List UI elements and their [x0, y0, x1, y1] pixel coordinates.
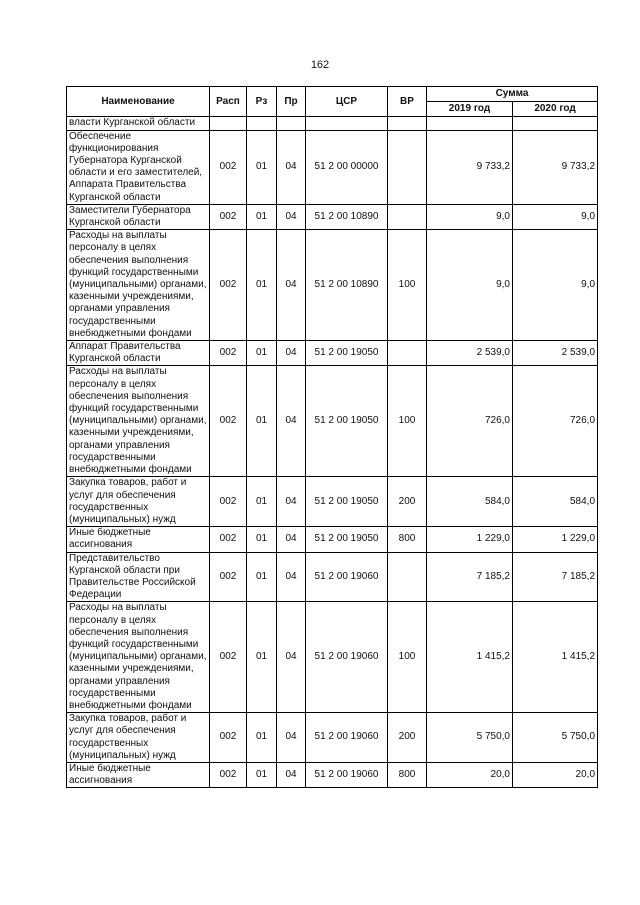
cell-rz: 01 [247, 552, 277, 602]
table-row [67, 477, 598, 527]
cell-name: Расходы на выплаты персоналу в целях обеспечения выполнения функций государственными (муниципальными) органами, казенными учреждениями, органами управления государственными внебюджетными фондами [67, 366, 210, 477]
cell-rz: 01 [247, 230, 277, 341]
cell-name: Расходы на выплаты персоналу в целях обеспечения выполнения функций государственными (муниципальными) органами, казенными учреждениями, органами управления государственными внебюджетными фондами [67, 230, 210, 341]
cell-name: Заместители Губернатора Курганской области [67, 204, 210, 229]
cell-name: Закупка товаров, работ и услуг для обеспечения государственных (муниципальных) нужд [67, 477, 210, 527]
cell-vr [388, 552, 427, 602]
header-row-1 [67, 87, 598, 102]
table-row [67, 341, 598, 366]
cell-csr: 51 2 00 10890 [306, 230, 388, 341]
cell-rasp [210, 117, 247, 130]
cell-pr: 04 [277, 341, 306, 366]
cell-2019: 1 229,0 [427, 527, 513, 552]
cell-vr [388, 204, 427, 229]
cell-name: Аппарат Правительства Курганской области [67, 341, 210, 366]
header-rz: Рз [247, 87, 277, 117]
cell-name: Иные бюджетные ассигнования [67, 762, 210, 787]
cell-vr: 100 [388, 602, 427, 713]
cell-pr: 04 [277, 527, 306, 552]
cell-2020: 9,0 [513, 204, 598, 229]
header-pr: Пр [277, 87, 306, 117]
cell-2019: 9,0 [427, 204, 513, 229]
cell-csr: 51 2 00 19050 [306, 527, 388, 552]
cell-2019 [427, 117, 513, 130]
cell-rasp: 002 [210, 366, 247, 477]
cell-2019: 584,0 [427, 477, 513, 527]
table-row [67, 552, 598, 602]
cell-csr [306, 117, 388, 130]
cell-vr: 800 [388, 762, 427, 787]
header-vr: ВР [388, 87, 427, 117]
cell-csr: 51 2 00 10890 [306, 204, 388, 229]
cell-2020: 1 415,2 [513, 602, 598, 713]
cell-2019: 1 415,2 [427, 602, 513, 713]
cell-name: Представительство Курганской области при Правительстве Российской Федерации [67, 552, 210, 602]
cell-rasp: 002 [210, 341, 247, 366]
cell-csr: 51 2 00 19060 [306, 762, 388, 787]
cell-vr [388, 117, 427, 130]
table-row [67, 204, 598, 229]
cell-rz: 01 [247, 341, 277, 366]
table-body [67, 117, 598, 788]
cell-name: Закупка товаров, работ и услуг для обеспечения государственных (муниципальных) нужд [67, 713, 210, 763]
table-row [67, 527, 598, 552]
header-rasp: Расп [210, 87, 247, 117]
cell-rasp: 002 [210, 477, 247, 527]
cell-vr: 200 [388, 713, 427, 763]
table-row [67, 230, 598, 341]
cell-name: Иные бюджетные ассигнования [67, 527, 210, 552]
cell-rasp: 002 [210, 552, 247, 602]
cell-2020: 5 750,0 [513, 713, 598, 763]
cell-rz: 01 [247, 762, 277, 787]
header-sum: Сумма [427, 87, 598, 102]
cell-pr: 04 [277, 762, 306, 787]
cell-2019: 9 733,2 [427, 130, 513, 204]
cell-pr: 04 [277, 366, 306, 477]
cell-2019: 9,0 [427, 230, 513, 341]
cell-rz: 01 [247, 602, 277, 713]
cell-name: власти Курганской области [67, 117, 210, 130]
cell-pr: 04 [277, 713, 306, 763]
cell-2020: 2 539,0 [513, 341, 598, 366]
cell-pr: 04 [277, 204, 306, 229]
cell-rasp: 002 [210, 130, 247, 204]
cell-vr: 100 [388, 366, 427, 477]
cell-2019: 20,0 [427, 762, 513, 787]
cell-vr: 100 [388, 230, 427, 341]
cell-2020: 9,0 [513, 230, 598, 341]
cell-pr [277, 117, 306, 130]
cell-rasp: 002 [210, 602, 247, 713]
cell-csr: 51 2 00 19060 [306, 552, 388, 602]
cell-csr: 51 2 00 19050 [306, 366, 388, 477]
budget-table [66, 86, 598, 788]
cell-2020: 20,0 [513, 762, 598, 787]
cell-pr: 04 [277, 130, 306, 204]
cell-pr: 04 [277, 602, 306, 713]
cell-2020: 7 185,2 [513, 552, 598, 602]
cell-pr: 04 [277, 230, 306, 341]
cell-2020: 726,0 [513, 366, 598, 477]
cell-csr: 51 2 00 19050 [306, 341, 388, 366]
cell-csr: 51 2 00 19050 [306, 477, 388, 527]
table-row [67, 130, 598, 204]
cell-csr: 51 2 00 19060 [306, 713, 388, 763]
cell-csr: 51 2 00 00000 [306, 130, 388, 204]
cell-rz: 01 [247, 713, 277, 763]
table-row [67, 713, 598, 763]
cell-vr [388, 341, 427, 366]
table-row [67, 366, 598, 477]
cell-rasp: 002 [210, 230, 247, 341]
table-row [67, 117, 598, 130]
header-csr: ЦСР [306, 87, 388, 117]
cell-2020: 584,0 [513, 477, 598, 527]
cell-2019: 726,0 [427, 366, 513, 477]
cell-2020: 9 733,2 [513, 130, 598, 204]
cell-csr: 51 2 00 19060 [306, 602, 388, 713]
cell-rasp: 002 [210, 713, 247, 763]
cell-name: Расходы на выплаты персоналу в целях обеспечения выполнения функций государственными (муниципальными) органами, казенными учреждениями, органами управления государственными внебюджетными фондами [67, 602, 210, 713]
cell-rz: 01 [247, 477, 277, 527]
cell-2019: 7 185,2 [427, 552, 513, 602]
cell-rz: 01 [247, 204, 277, 229]
cell-2020 [513, 117, 598, 130]
cell-rz: 01 [247, 130, 277, 204]
page-number: 162 [310, 59, 330, 71]
cell-rz [247, 117, 277, 130]
cell-2019: 5 750,0 [427, 713, 513, 763]
header-name: Наименование [67, 87, 210, 117]
cell-pr: 04 [277, 552, 306, 602]
cell-2019: 2 539,0 [427, 341, 513, 366]
table-row [67, 602, 598, 713]
cell-rasp: 002 [210, 762, 247, 787]
cell-rasp: 002 [210, 527, 247, 552]
header-year-2020: 2020 год [513, 102, 598, 117]
cell-rz: 01 [247, 366, 277, 477]
cell-rasp: 002 [210, 204, 247, 229]
cell-pr: 04 [277, 477, 306, 527]
cell-vr: 200 [388, 477, 427, 527]
header-year-2019: 2019 год [427, 102, 513, 117]
cell-rz: 01 [247, 527, 277, 552]
cell-vr: 800 [388, 527, 427, 552]
cell-name: Обеспечение функционирования Губернатора Курганской области и его заместителей, Аппарата Правительства Курганской области [67, 130, 210, 204]
cell-vr [388, 130, 427, 204]
table-row [67, 762, 598, 787]
cell-2020: 1 229,0 [513, 527, 598, 552]
